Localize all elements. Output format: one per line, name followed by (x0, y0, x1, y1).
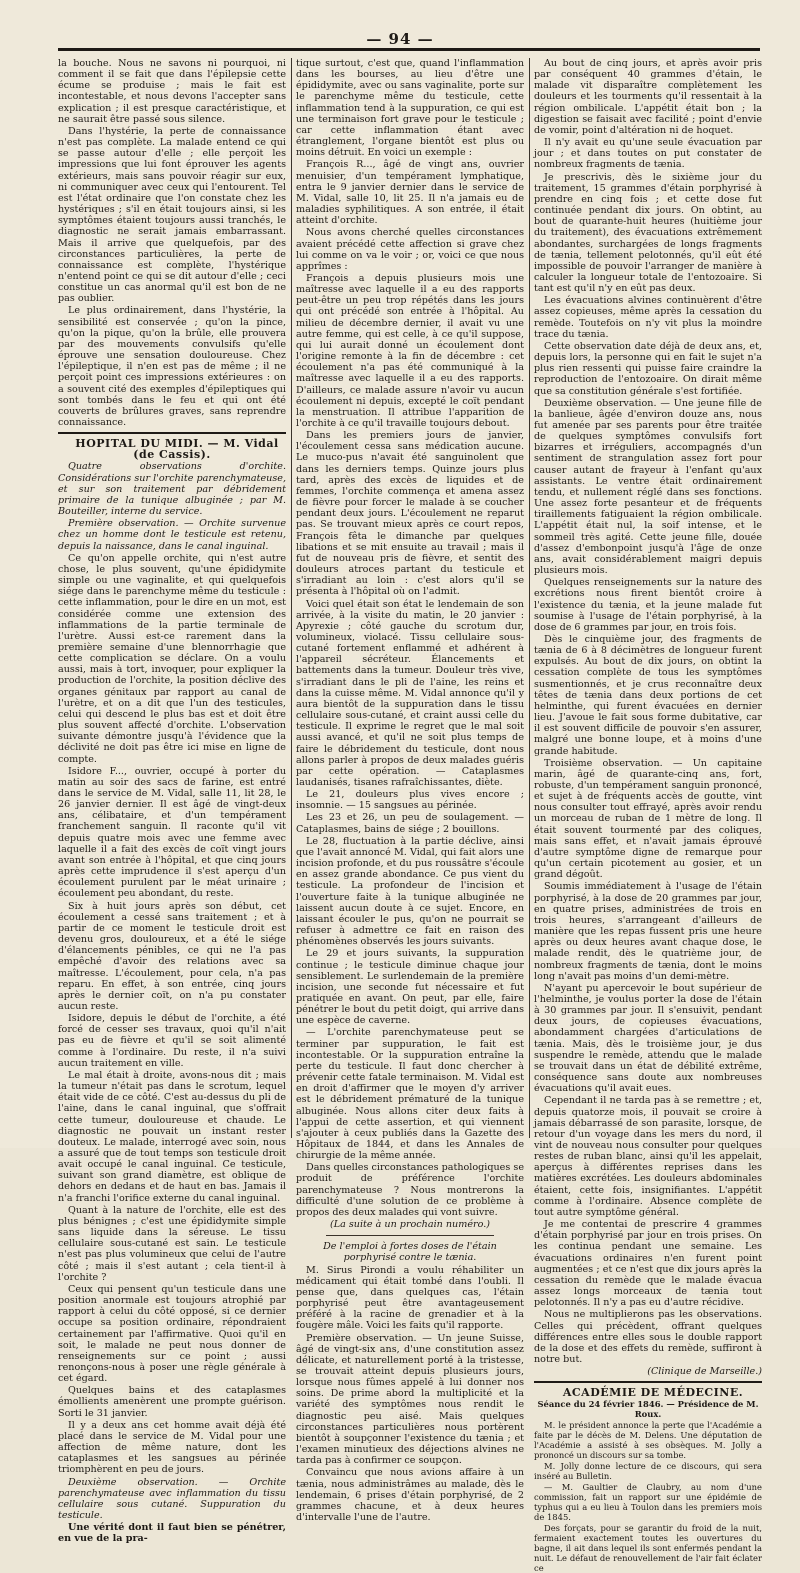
paragraph: François a depuis plusieurs mois une maîtresse avec laquelle il a eu des rapports peut-être un peu trop répétés dans les jours qui ont précédé son entrée à l'hôpital. Au milieu de décembre dernier, il avait vu une autre femme, qui est celle, à ce qu'il suppose, qui lui aurait donné un écoulement dont l'origine remonte à la fin de décembre : cet écoulement n'a pas été communiqué à la maîtresse avec laquelle il a eu des rapports. D'ailleurs, ce malade assure n'avoir vu aucun écoulement ni depuis, excepté le coït pendant la menstruation. Il attribue l'apparition de l'orchite à ce qu'il travaille toujours debout. (296, 272, 524, 429)
paragraph: Le 29 et jours suivants, la suppuration continue ; le testicule diminue chaque jour sensiblement. Le surlendemain de la première incision, une seconde fut nécessaire et fut pratiquée en avant. On peut, par elle, faire pénétrer le bout du petit doigt, qui arrive dans une espèce de caverne. (296, 948, 524, 1027)
paragraph: Les évacuations alvines continuèrent d'être assez copieuses, même après la cessation du remède. Toutefois on n'y vit plus la moindre trace du tænia. (534, 295, 762, 340)
paragraph: Quelques bains et des cataplasmes émollients amenèrent une prompte guérison. Sorti le 31 janvier. (58, 1385, 286, 1419)
paragraph: Ceux qui pensent qu'un testicule dans une position anormale est toujours atrophié par rapport à celui du côté opposé, si ce dernier occupe sa position ordinaire, répondraient certainement par l'affirmative. Quoi qu'il en soit, le malade ne peut nous donner de renseignements sur ce point ; aussi renonçons-nous à poser une règle générale à cet égard. (58, 1283, 286, 1385)
section-rule (58, 432, 286, 434)
paragraph: Ce qu'on appelle orchite, qui n'est autre chose, le plus souvent, qu'une épididymite simple ou une vaginalite, et qui quelquefois siége dans le parenchyme même du testicule : cette inflammation, pour le dire en un mot, est considérée comme une extension des inflammations de la partie terminale de l'urètre. Aussi est-ce rarement dans la première semaine d'une blennorrhagie que cette complication se déclare. On a voulu aussi, mais à tort, invoquer, pour expliquer la production de l'orchite, la position déclive des organes génitaux par rapport au canal de l'urètre, et on a dit que l'un des testicules, celui qui descend le plus bas est et doit être plus souvent affecté d'orchite. L'observation suivante démontre jusqu'à l'évidence que la déclivité ne doit pas être ici mise en ligne de compte. (58, 552, 286, 765)
paragraph: Le 28, fluctuation à la partie déclive, ainsi que l'avait annoncé M. Vidal, qui fait alors une incision profonde, et du pus roussâtre s'écoule en assez grande abondance. Ce pus vient du testicule. La profondeur de l'incision et l'ouverture faite à la tunique albuginée ne laissent aucun doute à ce sujet. Encore, en laissant écouler le pus, qu'on ne pourrait se refuser à admettre ce fait en raison des phénomènes observés les jours suivants. (296, 835, 524, 948)
column-2 (296, 58, 524, 1523)
paragraph: Six à huit jours après son début, cet écoulement a cessé sans traitement ; et à partir de ce moment le testicule droit est devenu gros, douloureux, et a été le siége d'élancements pénibles, ce qui ne l'a pas empêché d'avoir des relations avec sa maîtresse. L'écoulement, pour cela, n'a pas reparu. En effet, à son entrée, cinq jours après le dernier coït, on n'a pu constater aucun reste. (58, 900, 286, 1012)
source-citation: (Clinique de Marseille.) (647, 1366, 762, 1378)
paragraph: M. le président annonce la perte que l'Académie a faite par le décès de M. Delens. Une députation de l'Académie a assisté à ses obsèques. M. Jolly a prononcé un discours sur sa tombe. (534, 1420, 762, 1461)
paragraph: Première observation. — Un jeune Suisse, âgé de vingt-six ans, d'une constitution assez délicate, et naturellement porté à la tristesse, se trouvait atteint depuis plusieurs jours, lorsque nous fûmes appelé à lui donner nos soins. De prime abord la multiplicité et la variété des symptômes nous rendit le diagnostic peu aisé. Mais quelques circonstances particulières nous portèrent bientôt à soupçonner l'existence du tænia ; et l'examen minutieux des déjections alvines ne tarda pas à confirmer ce soupçon. (296, 1332, 524, 1467)
paragraph: M. Sirus Pirondi a voulu réhabiliter un médicament qui était tombé dans l'oubli. Il pense que, dans quelques cas, l'étain porphyrisé peut être avantageusement préféré à la racine de grenadier et à la fougère mâle. Voici les faits qu'il rapporte. (296, 1264, 524, 1332)
header-rule (58, 48, 760, 51)
section-subtitle: Quatre observations d'orchite. Considérations sur l'orchite parenchymateuse, et sur son traitement par débridement primaire de la tunique albuginée ; par M. Bouteiller, interne du service. (58, 461, 286, 518)
section-rule (534, 1381, 762, 1383)
paragraph: Nous avons cherché quelles circonstances avaient précédé cette affection si grave chez lui comme on va le voir ; or, voici ce que nous apprîmes : (296, 227, 524, 272)
continuation-note: (La suite à un prochain numéro.) (329, 1219, 490, 1231)
paragraph: Je prescrivis, dès le sixième jour du traitement, 15 grammes d'étain porphyrisé à prendre en cinq fois ; et cette dose fut continuée pendant dix jours. On obtint, au bout de quarante-huit heures (huitième jour du traitement), des évacuations extrêmement abondantes, surchargées de longs fragments de tænia, tellement pelotonnés, qu'il eût été impossible de pouvoir l'arranger de manière à calculer la longueur totale de l'entozoaire. Si tant est qu'il n'y en eût pas deux. (534, 171, 762, 295)
paragraph: tique surtout, c'est que, quand l'inflammation dans les bourses, au lieu d'être une épididymite, avec ou sans vaginalite, porte sur le parenchyme même du testicule, cette inflammation tend à la suppuration, ce qui est une terminaison fort grave pour le testicule ; car cette inflammation étant avec étranglement, l'organe bientôt est plus ou moins détruit. En voici un exemple : (296, 58, 524, 159)
paragraph: Convaincu que nous avions affaire à un tænia, nous administrâmes au malade, dès le lendemain, 6 prises d'étain porphyrisé, de 2 grammes chacune, et à deux heures d'intervalle l'une de l'autre. (296, 1467, 524, 1523)
paragraph: Dans quelles circonstances pathologiques se produit de préférence l'orchite parenchymateuse ? Nous montrerons la difficulté d'une solution de ce problème à propos des deux malades qui vont suivre. (296, 1162, 524, 1218)
session-line: Séance du 24 février 1846. — Présidence de M. Roux. (537, 1399, 759, 1420)
column-separator (291, 58, 292, 1138)
paragraph: Cette observation date déjà de deux ans, et, depuis lors, la personne qui en fait le sujet n'a plus rien ressenti qui puisse faire craindre la reproduction de l'entozoaire. On dirait même que sa constitution générale s'est fortifiée. (534, 340, 762, 397)
paragraph: M. Jolly donne lecture de ce discours, qui sera inséré au Bulletin. (534, 1461, 762, 1482)
paragraph: Le 21, douleurs plus vives encore ; insomnie. — 15 sangsues au périnée. (296, 789, 524, 812)
paragraph: Quelques renseignements sur la nature des excrétions nous firent bientôt croire à l'existence du tænia, et la jeune malade fut soumise à l'usage de l'étain porphyrisé, à la dose de 6 grammes par jour, en trois fois. (534, 577, 762, 633)
paragraph: Le plus ordinairement, dans l'hystérie, la sensibilité est conservée ; qu'on la pince, qu'on la pique, qu'on la brûle, elle prouvera par des mouvements convulsifs qu'elle éprouve une sensation douloureuse. Chez l'épileptique, il n'en est pas de même ; il ne perçoit point ces impressions extérieures : on a souvent cité des exemples d'épileptiques qui sont tombés dans le feu et qui ont été couverts de brûlures graves, sans reprendre connaissance. (58, 305, 286, 428)
paragraph: Des forçats, pour se garantir du froid de la nuit, fermaient exactement toutes les ouvertures du bagne, il ait dans lequel ils sont enfermés pendant la nuit. Le défaut de renouvellement de l'air fait éclater ce (534, 1523, 762, 1573)
paragraph: Cependant il ne tarda pas à se remettre ; et, depuis quatorze mois, il pouvait se croire à jamais débarrassé de son parasite, lorsque, de retour d'un voyage dans les mers du nord, il vint de nouveau nous consulter pour quelques restes de ruban blanc, ainsi qu'il les appelait, aperçus à différentes reprises dans les matières excrétées. Les douleurs abdominales étaient, cette fois, insignifiantes. L'appétit comme à l'ordinaire. Absence complète de tout autre symptôme général. (534, 1095, 762, 1218)
paragraph: Quant à la nature de l'orchite, elle est des plus bénignes ; c'est une épididymite simple sans liquide dans la séreuse. Le tissu cellulaire sous-cutané est sain. Le testicule n'est pas plus volumineux que celui de l'autre côté ; mais il s'est autant ; cela tient-il à l'orchite ? (58, 1204, 286, 1283)
paragraph: Une vérité dont il faut bien se pénétrer, en vue de la pra- (58, 1522, 286, 1545)
paragraph: Dans l'hystérie, la perte de connaissance n'est pas complète. La malade entend ce qui se passe autour d'elle ; elle perçoit les impressions que lui font éprouver les agents extérieurs, mais sans pouvoir réagir sur eux, ni communiquer avec ceux qui l'entourent. Tel est l'état ordinaire que l'on constate chez les hystériques ; s'il en était toujours ainsi, si les symptômes étaient toujours aussi tranchés, le diagnostic ne serait jamais embarrassant. Mais il arrive que quelquefois, par des circonstances particulières, la perte de connaissance est complète, l'hystérique n'entend point ce qui se dit autour d'elle ; ceci constitue un cas anormal qu'il est bon de ne pas oublier. (58, 125, 286, 305)
paragraph: Isidore, depuis le début de l'orchite, a été forcé de cesser ses travaux, quoi qu'il n'ait pas eu de fièvre et qu'il se soit alimenté comme à l'ordinaire. Du reste, il n'a suivi aucun traitement en ville. (58, 1013, 286, 1069)
paragraph: — M. Gaultier de Claubry, au nom d'une commission, fait un rapport sur une épidémie de typhus qui a eu lieu à Toulon dans les premiers mois de 1845. (534, 1482, 762, 1523)
paragraph: Les 23 et 26, un peu de soulagement. — Cataplasmes, bains de siége ; 2 bouillons. (296, 812, 524, 835)
paragraph: N'ayant pu apercevoir le bout supérieur de l'helminthe, je voulus porter la dose de l'étain à 30 grammes par jour. Il s'ensuivit, pendant deux jours, de copieuses évacuations, abondamment chargées d'articulations de tænia. Mais, dès le troisième jour, je dus suspendre le remède, attendu que le malade se trouvait dans un état de débilité extrême, conséquence sans doute aux nombreuses évacuations qu'il avait eues. (534, 982, 762, 1095)
paragraph: Soumis immédiatement à l'usage de l'étain porphyrisé, à la dose de 20 grammes par jour, en quatre prises, administrées de trois en trois heures, s'arrangeant d'ailleurs de manière que les repas fussent pris une heure après ou deux heures avant chaque dose, le malade rendit, dès le quatrième jour, de nombreux fragments de tænia, dont le moins long n'avait pas moins d'un demi-mètre. (534, 881, 762, 982)
section-rule (326, 1235, 494, 1236)
observation-title: Première observation. — Orchite survenue chez un homme dont le testicule est retenu, depuis la naissance, dans le canal inguinal. (58, 518, 286, 552)
paragraph: Isidore F..., ouvrier, occupé à porter du matin au soir des sacs de farine, est entré dans le service de M. Vidal, salle 11, lit 28, le 26 janvier dernier. Il est âgé de vingt-deux ans, célibataire, et d'un tempérament franchement sanguin. Il raconte qu'il vit depuis quatre mois avec une femme avec laquelle il a fait des excès de coït vingt jours avant son entrée à l'hôpital, et que cinq jours après cette imprudence il s'est aperçu d'un écoulement purulent par le méat urinaire ; écoulement peu abondant, du reste. (58, 765, 286, 900)
column-separator (529, 58, 530, 1138)
paragraph: Je me contentai de prescrire 4 grammes d'étain porphyrisé par jour en trois prises. On les continua pendant une semaine. Les évacuations ordinaires n'en furent point augmentées ; et ce n'est que dix jours après la cessation du remède que le malade évacua assez longs morceaux de tænia tout pelotonnés. Il n'y a pas eu d'autre récidive. (534, 1219, 762, 1309)
paragraph: Nous ne multiplierons pas les observations. Celles qui précèdent, offrant quelques différences entre elles sous le double rapport de la dose et des effets du remède, suffiront à notre but. (534, 1309, 762, 1365)
column-1 (58, 58, 286, 1545)
paragraph: — L'orchite parenchymateuse peut se terminer par suppuration, le fait est incontestable. Or la suppuration entraîne la perte du testicule. Il faut donc chercher à prévenir cette fatale terminaison. M. Vidal est en droit d'affirmer que le moyen d'y arriver est le débridement prématuré de la tunique albuginée. Nous allons citer deux faits à l'appui de cette assertion, et qui viennent s'ajouter à ceux publiés dans la Gazette des Hôpitaux de 1844, et dans les Annales de chirurgie de la même année. (296, 1027, 524, 1162)
column-3 (534, 58, 762, 1573)
paragraph: Voici quel était son état le lendemain de son arrivée, à la visite du matin, le 20 janvier : Apyrexie ; côté gauche du scrotum dur, volumineux, violacé. Tissu cellulaire sous-cutané fortement enflammé et adhérent à l'appareil sécréteur. Élancements et battements dans la tumeur. Douleur très vive, s'irradiant dans le pli de l'aine, les reins et dans la cuisse même. M. Vidal annonce qu'il y aura bientôt de la suppuration dans le tissu cellulaire sous-cutané, et craint aussi celle du testicule. Il exprime le regret que le mal soit aussi avancé, et qu'il ne soit plus temps de faire le débridement du testicule, dont nous allons parler à propos de deux malades guéris par cette opération. — Cataplasmes laudanisés, tisanes rafraîchissantes, diète. (296, 598, 524, 788)
paragraph: Le mal était à droite, avons-nous dit ; mais la tumeur n'était pas dans le scrotum, lequel était vide de ce côté. C'est au-dessus du pli de l'aine, dans le canal inguinal, que s'offrait cette tumeur, douloureuse et chaude. Le diagnostic ne pouvait un instant rester douteux. Le malade, interrogé avec soin, nous a assuré que de tout temps son testicule droit avait occupé le canal inguinal. Ce testicule, suivant son grand diamètre, est oblique de dehors en dedans et de haut en bas. Jamais il n'a franchi l'orifice externe du canal inguinal. (58, 1069, 286, 1204)
paragraph: Au bout de cinq jours, et après avoir pris par conséquent 40 grammes d'étain, le malade vit disparaître complètement les douleurs et les tourments qu'il ressentait à la région ombilicale. L'appétit était bon ; la digestion se faisait avec facilité ; point d'envie de vomir, point d'altération ni de hoquet. (534, 58, 762, 136)
section-title: ACADÉMIE DE MÉDECINE. (562, 1386, 744, 1400)
paragraph: Il n'y avait eu qu'une seule évacuation par jour ; et dans toutes on put constater de nombreux fragments de tænia. (534, 137, 762, 171)
section-title: De l'emploi à fortes doses de l'étain porphyrisé contre le tænia. (323, 1241, 497, 1264)
paragraph: Dès le cinquième jour, des fragments de tænia de 6 à 8 décimètres de longueur furent expulsés. Au bout de dix jours, on obtint la cessation complète de tous les symptômes susmentionnés, et je crus reconnaître deux têtes de tænia dans deux portions de cet helminthe, qui furent évacuées en dernier lieu. J'avoue le fait sous forme dubitative, car il est souvent difficile de pouvoir s'en assurer, malgré une bonne loupe, et à moins d'une grande habitude. (534, 633, 762, 757)
section-title: HOPITAL DU MIDI. — M. Vidal (de Cassis). (75, 437, 279, 462)
observation-title: Deuxième observation. — Orchite parenchymateuse avec inflammation du tissu cellulaire sous cutané. Suppuration du testicule. (58, 1476, 286, 1521)
paragraph: Deuxième observation. — Une jeune fille de la banlieue, âgée d'environ douze ans, nous fut amenée par ses parents pour être traitée de quelques symptômes convulsifs fort bizarres et irréguliers, accompagnés d'un sentiment de strangulation assez fort pour causer autant de frayeur à l'enfant qu'aux assistants. Le ventre était ordinairement tendu, et nullement réglé dans ses fonctions. Une assez forte pesanteur et de fréquents tiraillements fatiguaient la région ombilicale. L'appétit était nul, la soif intense, et le sommeil très agité. Cette jeune fille, douée d'assez d'embonpoint jusqu'à l'âge de onze ans, avait considérablement maigri depuis plusieurs mois. (534, 397, 762, 577)
paragraph: Il y a deux ans cet homme avait déjà été placé dans le service de M. Vidal pour une affection de même nature, dont les cataplasmes et les sangsues au périnée triomphèrent en peu de jours. (58, 1419, 286, 1476)
paragraph: Dans les premiers jours de janvier, l'écoulement cessa sans médication aucune. Le muco-pus n'avait été sanguinolent que dans les derniers temps. Quinze jours plus tard, après des excès de liquides et de femmes, l'orchite commença et amena assez de fièvre pour forcer le malade à se coucher pendant deux jours. L'écoulement ne reparut pas. Se trouvant mieux après ce court repos, François fêta le dimanche par quelques libations et se mit ensuite au travail ; mais il fut de nouveau pris de fièvre, et sentit des douleurs atroces partant du testicule et s'irradiant au loin : c'est alors qu'il se présenta à l'hôpital où on l'admit. (296, 430, 524, 598)
paragraph: Troisième observation. — Un capitaine marin, âgé de quarante-cinq ans, fort, robuste, d'un tempérament sanguin prononcé, et sujet à de fréquents accès de goutte, vint nous consulter tout effrayé, après avoir rendu un morceau de ruban de 1 mètre de long. Il était souvent tourmenté par des coliques, mais sans effet, et n'avait jamais éprouvé d'autre symptôme digne de remarque pour qu'un certain picotement au gosier, et un grand dégoût. (534, 757, 762, 881)
paragraph: la bouche. Nous ne savons ni pourquoi, ni comment il se fait que dans l'épilepsie cette écume se produise ; mais le fait est incontestable, et nous devons l'accepter sans explication ; il est presque caractéristique, et ne saurait être passé sous silence. (58, 58, 286, 125)
paragraph: François R..., âgé de vingt ans, ouvrier menuisier, d'un tempérament lymphatique, entra le 9 janvier dernier dans le service de M. Vidal, salle 10, lit 25. Il n'a jamais eu de maladies syphilitiques. A son entrée, il était atteint d'orchite. (296, 159, 524, 227)
page-number: — 94 — (366, 30, 434, 48)
